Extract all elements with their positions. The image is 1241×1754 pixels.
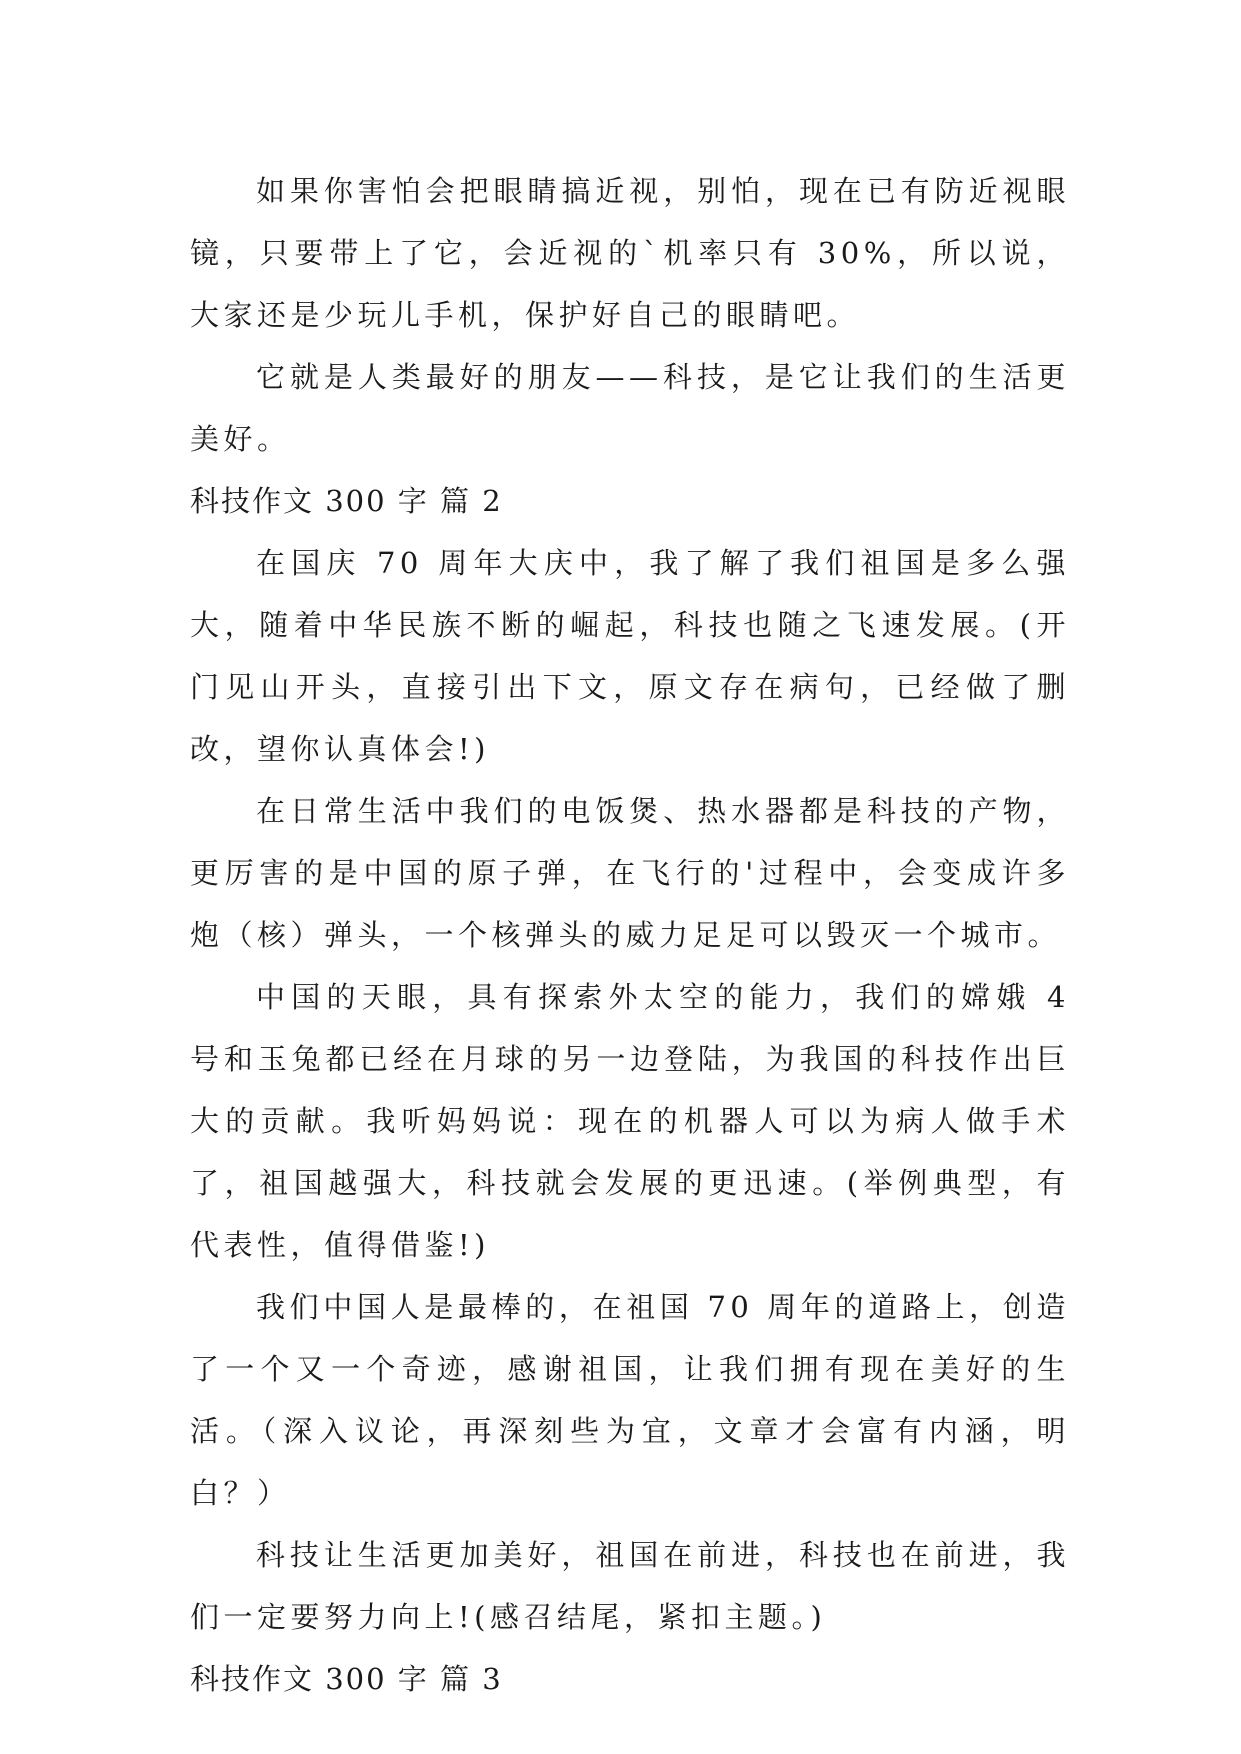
paragraph-chinese-people: 我们中国人是最棒的，在祖国 70 周年的道路上，创造了一个又一个奇迹，感谢祖国，让我们拥有现在美好的生活。（深入议论，再深刻些为宜，文章才会富有内涵，明白？） (190, 1290, 1070, 1510)
paragraph-national-day: 在国庆 70 周年大庆中，我了解了我们祖国是多么强大，随着中华民族不断的崛起，科技也随之飞速发展。(开门见山开头，直接引出下文，原文存在病句，已经做了删改，望你认真体会!) (190, 546, 1070, 766)
document-page (190, 160, 1070, 1710)
paragraph-daily-life: 在日常生活中我们的电饭煲、热水器都是科技的产物，更厉害的是中国的原子弹，在飞行的'过程中，会变成许多炮（核）弹头，一个核弹头的威力足足可以毁灭一个城市。 (190, 794, 1070, 952)
paragraph-eye-protection: 如果你害怕会把眼睛搞近视，别怕，现在已有防近视眼镜，只要带上了它，会近视的`机率只有 30%，所以说，大家还是少玩儿手机，保护好自己的眼睛吧。 (190, 174, 1070, 332)
essay-heading-3: 科技作文 300 字 篇 3 (190, 1662, 503, 1696)
essay-heading-2: 科技作文 300 字 篇 2 (190, 484, 503, 518)
paragraph-technology-friend: 它就是人类最好的朋友——科技，是它让我们的生活更美好。 (190, 360, 1070, 456)
paragraph-sky-eye: 中国的天眼，具有探索外太空的能力，我们的嫦娥 4 号和玉兔都已经在月球的另一边登陆，为我国的科技作出巨大的贡献。我听妈妈说：现在的机器人可以为病人做手术了，祖国越强大，科技就会发展的更迅速。(举例典型，有代表性，值得借鉴!) (190, 980, 1070, 1262)
paragraph-conclusion: 科技让生活更加美好，祖国在前进，科技也在前进，我们一定要努力向上!(感召结尾，紧扣主题。) (190, 1538, 1070, 1634)
